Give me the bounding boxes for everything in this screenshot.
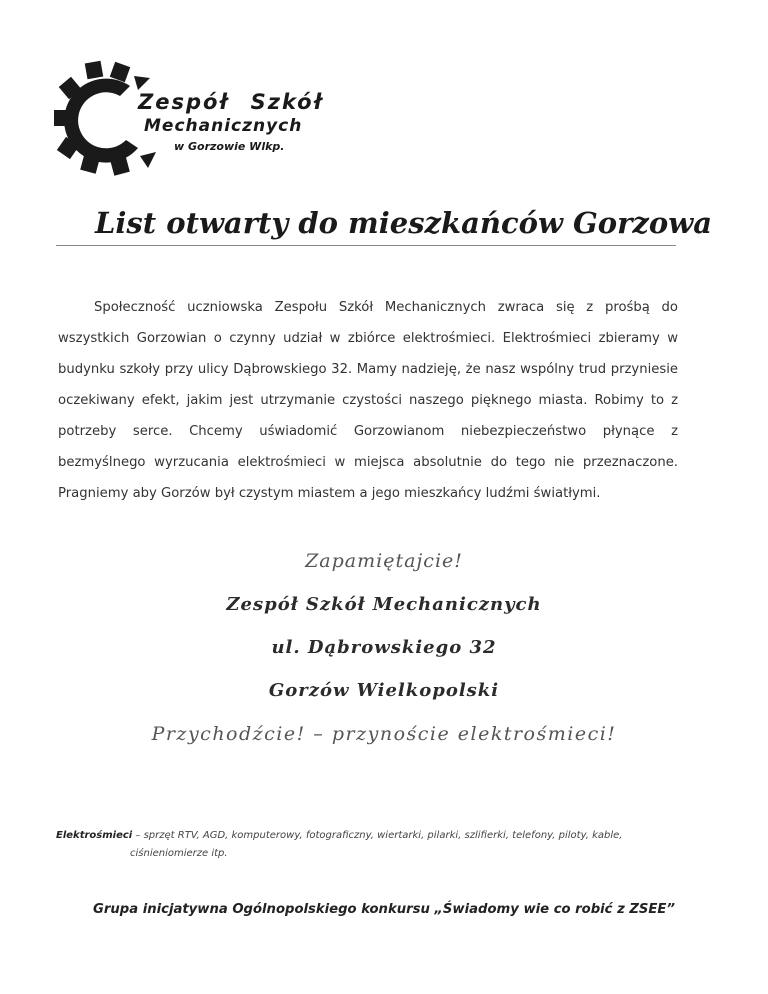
logo-text-line2: Mechanicznych	[144, 116, 303, 136]
initiative-group: Grupa inicjatywna Ogólnopolskiego konkursu „Świadomy wie co robić z ZSEE”	[93, 902, 675, 917]
remember-heading: Zapamiętajcie!	[305, 550, 463, 572]
footnote-definition: – sprzęt RTV, AGD, komputerowy, fotograficzny, wiertarki, pilarki, szlifierki, telefony, piloty, kable,	[132, 830, 623, 841]
school-city: Gorzów Wielkopolski	[268, 680, 500, 701]
footnote-term: Elektrośmieci	[56, 830, 133, 841]
letter-body	[58, 292, 678, 509]
logo-text-line1: Zespół Szkół	[138, 90, 324, 114]
title-divider	[56, 245, 676, 246]
footnote	[56, 827, 696, 863]
footnote-definition-cont: ciśnieniomierze itp.	[130, 848, 228, 859]
school-logo	[52, 56, 352, 180]
school-street: ul. Dąbrowskiego 32	[271, 637, 497, 658]
school-name: Zespół Szkół Mechanicznych	[226, 594, 542, 615]
page-title: List otwarty do mieszkańców Gorzowa	[95, 206, 712, 240]
letter-body-text: Społeczność uczniowska Zespołu Szkół Mechanicznych zwraca się z prośbą do wszystkich Gorzowian o czynny udział w zbiórce elektrośmieci. Elektrośmieci zbieramy w budynku szkoły przy ulicy Dąbrowskiego 32. Mamy nadzieję, że nasz wspólny trud przyniesie oczekiwany efekt, jakim jest utrzymanie czystości naszego pięknego miasta. Robimy to z potrzeby serce. Chcemy uświadomić Gorzowianom niebezpieczeństwo płynące z bezmyślnego wyrzucania elektrośmieci w miejsca absolutnie do tego nie przeznaczone. Pragniemy aby Gorzów był czystym miastem a jego mieszkańcy ludźmi światłymi.	[58, 300, 678, 501]
call-to-action: Przychodźcie! – przynoście elektrośmieci!	[151, 723, 617, 745]
logo-text-line3: w Gorzowie Wlkp.	[174, 140, 285, 153]
